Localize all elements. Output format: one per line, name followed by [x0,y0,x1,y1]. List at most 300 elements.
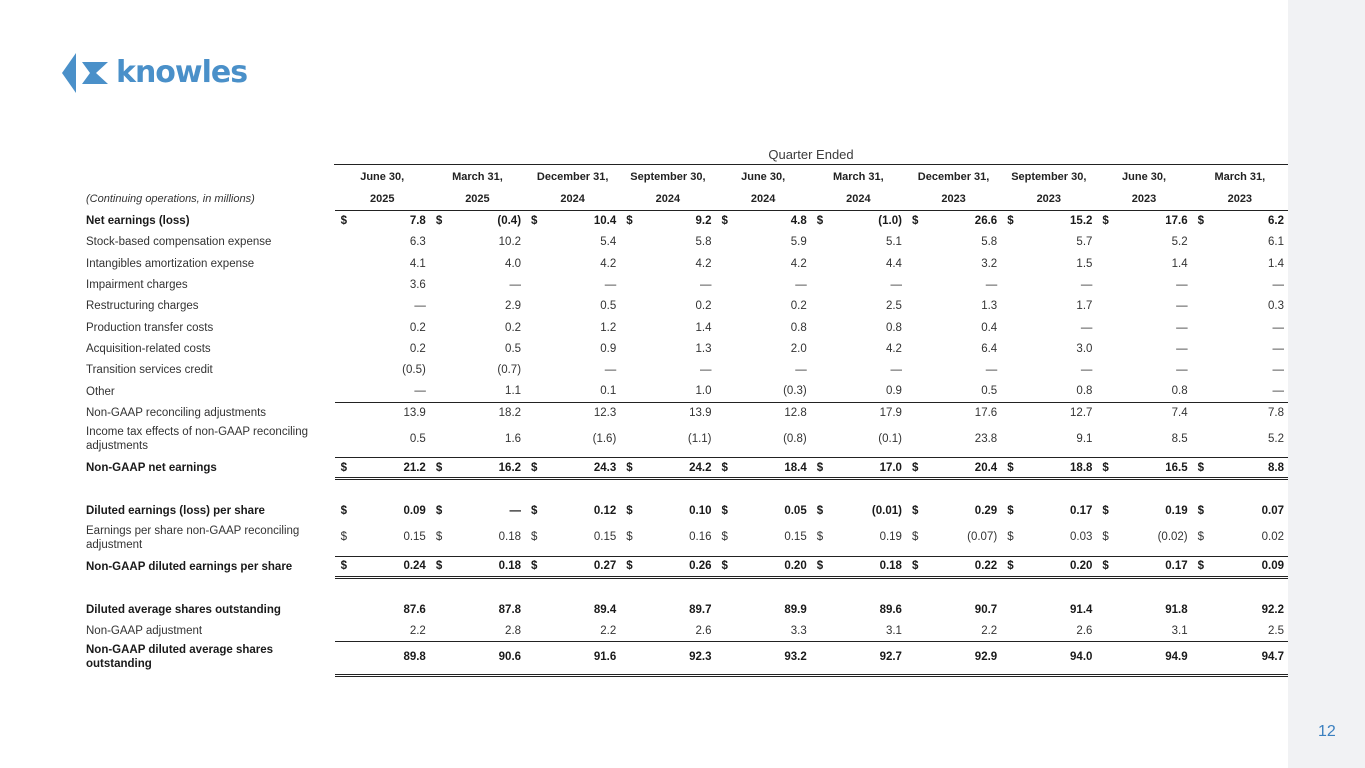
currency-symbol [620,621,640,642]
cell-value: 89.8 [355,642,430,676]
currency-symbol [1192,296,1212,317]
column-header-month: September 30, [1011,171,1087,183]
cell-value: 0.18 [831,556,906,577]
cell-value: 12.3 [545,402,620,423]
currency-symbol [716,599,736,620]
currency-symbol [430,621,450,642]
column-header-month: December 31, [536,171,609,183]
cell-value: 93.2 [736,642,811,676]
currency-symbol: $ [435,505,443,518]
currency-symbol [716,296,736,317]
cell-value: 0.2 [409,342,426,355]
currency-symbol [1192,402,1212,423]
row-label: Impairment charges [86,279,188,292]
table-row [82,296,1288,317]
currency-symbol [525,253,545,274]
currency-symbol: $ [620,556,640,577]
currency-symbol [620,296,640,317]
cell-value: 90.6 [450,642,525,676]
cell-value: (0.07) [967,531,998,544]
currency-symbol: $ [716,457,736,478]
cell-value: 0.17 [1070,505,1093,518]
currency-symbol [1001,402,1021,423]
cell-value: 0.2 [695,300,712,313]
cell-value: 6.1 [1268,236,1284,249]
currency-symbol: $ [626,215,633,228]
currency-symbol: $ [626,505,633,518]
cell-value: 4.2 [790,257,807,270]
cell-value: — [890,364,902,377]
currency-symbol [335,402,355,423]
column-header-year: 2023 [1096,188,1191,211]
currency-symbol [906,621,926,642]
currency-symbol [335,338,355,359]
cell-value: 0.16 [689,531,712,544]
currency-symbol [1192,621,1212,642]
table-row [82,381,1288,402]
cell-value: 1.2 [600,321,617,334]
currency-symbol [335,317,355,338]
currency-symbol: $ [626,531,633,544]
cell-value: — [700,364,712,377]
currency-symbol: $ [721,215,728,228]
cell-value: 0.9 [885,385,902,398]
cell-value: 2.8 [505,625,522,638]
currency-symbol [811,360,831,381]
cell-value: — [1272,342,1284,355]
currency-symbol: $ [1102,505,1109,518]
currency-symbol [716,360,736,381]
table-row [82,556,1288,577]
currency-symbol [1001,621,1021,642]
currency-symbol: $ [1007,505,1014,518]
currency-symbol [906,274,926,295]
column-month-header-row [82,166,1288,188]
table-row [82,599,1288,620]
cell-value: — [1176,300,1188,313]
cell-value: 3.3 [790,625,807,638]
table-row [82,232,1288,253]
cell-value: (0.4) [497,215,522,228]
cell-value: 0.8 [1076,385,1093,398]
cell-value: 92.2 [1261,604,1284,616]
currency-symbol [906,360,926,381]
cell-value: 89.7 [689,604,712,616]
cell-value: 0.2 [409,321,426,334]
currency-symbol: $ [1007,531,1014,544]
currency-symbol [906,402,926,423]
currency-symbol [1096,253,1116,274]
currency-symbol [620,360,640,381]
cell-value: 2.0 [790,342,807,355]
table-row [82,338,1288,359]
spacer-row [82,479,1288,501]
cell-value: 4.2 [695,257,712,270]
currency-symbol [430,338,450,359]
cell-value: 92.9 [926,642,1001,676]
cell-value: 9.1 [1076,432,1093,445]
currency-symbol [716,381,736,402]
cell-value: 13.9 [640,402,715,423]
currency-symbol [1192,423,1212,457]
cell-value: — [1176,321,1188,334]
currency-symbol [716,253,736,274]
cell-value: 6.4 [981,342,998,355]
row-label: Other [86,385,115,398]
cell-value: 13.9 [355,402,430,423]
currency-symbol [430,232,450,253]
currency-symbol [620,274,640,295]
cell-value: 21.2 [355,457,430,478]
currency-symbol: $ [1096,556,1116,577]
currency-symbol [335,642,355,676]
cell-value: 4.8 [790,215,807,228]
currency-symbol [1096,317,1116,338]
cell-value: 0.5 [600,300,617,313]
currency-symbol [1096,599,1116,620]
cell-value: 2.6 [1076,625,1093,638]
cell-value: 16.2 [450,457,525,478]
cell-value: 0.5 [409,432,426,445]
currency-symbol [906,642,926,676]
currency-symbol [525,621,545,642]
cell-value: 0.10 [689,505,712,518]
cell-value: (0.02) [1157,531,1188,544]
row-label: Non-GAAP diluted average shares outstanding [86,644,274,671]
quarter-ended-rule [334,164,1288,165]
cell-value: 7.8 [409,215,426,228]
currency-symbol [525,402,545,423]
currency-symbol [906,296,926,317]
cell-value: 0.20 [1021,556,1096,577]
cell-value: 2.2 [600,625,617,638]
table-row [82,211,1288,232]
cell-value: (0.8) [783,432,807,445]
cell-value: (1.6) [592,432,617,445]
cell-value: 12.7 [1021,402,1096,423]
cell-value: 89.4 [593,604,617,616]
cell-value: 0.1 [600,385,617,398]
currency-symbol [1096,338,1116,359]
non-gaap-reconciliation-table [82,166,1288,677]
currency-symbol [430,296,450,317]
currency-symbol [811,253,831,274]
cell-value: 20.4 [926,457,1001,478]
currency-symbol: $ [430,556,450,577]
currency-symbol [335,232,355,253]
cell-value: 92.7 [831,642,906,676]
currency-symbol [525,274,545,295]
cell-value: 0.18 [498,531,522,544]
cell-value: — [795,364,807,377]
knowles-logo [62,52,247,94]
cell-value: 9.2 [695,215,712,228]
currency-symbol [906,381,926,402]
cell-value: — [414,300,426,313]
cell-value: 1.5 [1076,257,1093,270]
cell-value: 0.5 [505,342,522,355]
right-margin-strip [1288,0,1365,768]
currency-symbol [620,423,640,457]
cell-value: — [1176,342,1188,355]
cell-value: 24.3 [545,457,620,478]
currency-symbol [430,274,450,295]
currency-symbol [716,338,736,359]
cell-value: 5.8 [981,236,998,249]
cell-value: 0.15 [403,531,426,544]
cell-value: — [985,364,998,377]
cell-value: — [1272,385,1284,398]
cell-value: 0.02 [1261,531,1284,544]
cell-value: 3.6 [409,279,426,292]
currency-symbol [906,423,926,457]
column-header-month: March 31, [452,171,503,183]
cell-value: 1.0 [695,385,712,398]
cell-value: — [1176,279,1188,292]
currency-symbol [906,338,926,359]
column-header-year: 2024 [620,188,715,211]
currency-symbol [811,232,831,253]
column-header-year: 2024 [811,188,906,211]
currency-symbol [811,621,831,642]
column-header-month: June 30, [1122,171,1167,183]
currency-symbol [335,253,355,274]
cell-value: — [890,279,902,292]
currency-symbol [430,253,450,274]
currency-symbol [1001,423,1021,457]
cell-value: — [700,279,712,292]
cell-value: — [604,364,617,377]
currency-symbol [811,381,831,402]
cell-value: 26.6 [974,215,998,228]
currency-symbol [335,381,355,402]
currency-symbol: $ [1102,215,1109,228]
currency-symbol [716,621,736,642]
cell-value: 8.5 [1171,432,1188,445]
currency-symbol [335,274,355,295]
cell-value: 0.9 [600,342,617,355]
currency-symbol [1001,232,1021,253]
currency-symbol [1096,402,1116,423]
currency-symbol [525,338,545,359]
cell-value: 0.5 [981,385,998,398]
cell-value: 10.2 [498,236,522,249]
cell-value: 91.4 [1070,604,1093,616]
currency-symbol [1192,642,1212,676]
currency-symbol: $ [816,531,824,544]
cell-value: 91.6 [545,642,620,676]
currency-symbol [430,317,450,338]
column-header-year: 2023 [1001,188,1096,211]
currency-symbol: $ [1197,505,1205,518]
cell-value: 0.05 [784,505,807,518]
cell-value: 4.1 [409,257,426,270]
currency-symbol [1001,642,1021,676]
cell-value: 2.2 [409,625,426,638]
cell-value: — [509,279,522,292]
currency-symbol [811,317,831,338]
cell-value: — [1080,364,1093,377]
cell-value: — [1176,364,1188,377]
cell-value: 5.7 [1076,236,1093,249]
currency-symbol: $ [716,556,736,577]
currency-symbol [1001,360,1021,381]
currency-symbol [335,621,355,642]
currency-symbol [620,232,640,253]
row-label: Earnings per share non-GAAP reconciling adjustment [86,524,300,551]
cell-value: — [795,279,807,292]
row-label: Non-GAAP diluted earnings per share [86,560,293,573]
cell-value: 0.4 [981,321,998,334]
table-row [82,360,1288,381]
cell-value: 4.2 [600,257,617,270]
currency-symbol [1001,274,1021,295]
currency-symbol [716,274,736,295]
row-label: Net earnings (loss) [86,215,190,228]
currency-symbol [906,232,926,253]
currency-symbol: $ [911,505,919,518]
row-label: Intangibles amortization expense [86,257,255,270]
cell-value: 1.4 [695,321,712,334]
cell-value: 90.7 [974,604,998,616]
row-label: Transition services credit [86,364,213,377]
cell-value: — [604,279,617,292]
currency-symbol [1001,253,1021,274]
currency-symbol [525,423,545,457]
currency-symbol [1192,360,1212,381]
currency-symbol [811,402,831,423]
cell-value: — [1272,279,1284,292]
currency-symbol [620,402,640,423]
currency-symbol: $ [340,531,348,544]
cell-value: 17.9 [831,402,906,423]
currency-symbol: $ [906,556,926,577]
currency-symbol [1192,338,1212,359]
currency-symbol: $ [816,215,824,228]
cell-value: 0.15 [593,531,617,544]
currency-symbol [430,402,450,423]
column-header-month: June 30, [741,171,786,183]
currency-symbol [716,317,736,338]
currency-symbol [525,642,545,676]
cell-value: 10.4 [593,215,617,228]
table-row [82,522,1288,556]
cell-value: 0.22 [926,556,1001,577]
cell-value: 0.24 [355,556,430,577]
cell-value: — [509,505,522,518]
cell-value: 17.6 [1165,215,1188,228]
cell-value: 5.2 [1268,432,1284,445]
currency-symbol: $ [1007,215,1014,228]
cell-value: 0.2 [505,321,522,334]
cell-value: 23.8 [974,432,998,445]
column-header-year: 2023 [906,188,1001,211]
row-label: Restructuring charges [86,300,199,313]
cell-value: — [414,385,426,398]
currency-symbol [811,338,831,359]
currency-symbol [1001,317,1021,338]
currency-symbol [1001,599,1021,620]
table-row [82,402,1288,423]
cell-value: 92.3 [640,642,715,676]
currency-symbol [430,599,450,620]
cell-value: 7.8 [1212,402,1288,423]
cell-value: 1.7 [1076,300,1093,313]
currency-symbol: $ [335,457,355,478]
cell-value: 0.3 [1268,300,1284,313]
cell-value: 18.8 [1021,457,1096,478]
currency-symbol: $ [1197,531,1205,544]
cell-value: — [1272,321,1284,334]
currency-symbol: $ [1096,457,1116,478]
currency-symbol: $ [1001,556,1021,577]
currency-symbol: $ [911,531,919,544]
currency-symbol [906,599,926,620]
cell-value: 4.4 [885,257,902,270]
table-row [82,317,1288,338]
cell-value: 1.6 [505,432,522,445]
currency-symbol [335,360,355,381]
column-year-header-row [82,188,1288,211]
cell-value: 6.3 [409,236,426,249]
currency-symbol: $ [1192,457,1212,478]
currency-symbol: $ [721,505,728,518]
cell-value: 1.4 [1268,257,1284,270]
currency-symbol: $ [811,457,831,478]
cell-value: 2.5 [1268,625,1284,638]
currency-symbol: $ [531,215,538,228]
currency-symbol [620,642,640,676]
currency-symbol [1096,381,1116,402]
cell-value: 94.7 [1212,642,1288,676]
cell-value: 0.03 [1070,531,1093,544]
cell-value: 0.8 [885,321,902,334]
cell-value: 0.09 [1212,556,1288,577]
cell-value: 3.1 [1171,625,1188,638]
currency-symbol [620,253,640,274]
currency-symbol [1001,381,1021,402]
currency-symbol: $ [525,556,545,577]
currency-symbol [525,232,545,253]
currency-symbol: $ [430,457,450,478]
cell-value: 89.9 [784,604,807,616]
cell-value: — [1080,321,1093,334]
currency-symbol [1001,296,1021,317]
cell-value: — [1080,279,1093,292]
currency-symbol [620,338,640,359]
cell-value: 18.4 [736,457,811,478]
currency-symbol: $ [435,531,443,544]
row-label: Non-GAAP reconciling adjustments [86,406,267,419]
cell-value: 89.6 [879,604,902,616]
column-header-month: September 30, [630,171,706,183]
cell-value: (0.01) [871,505,902,518]
cell-value: 87.8 [498,604,522,616]
cell-value: 4.2 [885,342,902,355]
cell-value: 5.2 [1171,236,1188,249]
row-label: Non-GAAP adjustment [86,625,203,638]
column-header-year: 2025 [335,188,430,211]
currency-symbol [430,423,450,457]
currency-symbol [811,274,831,295]
cell-value: 0.12 [593,505,617,518]
column-header-month: December 31, [917,171,990,183]
currency-symbol: $ [906,457,926,478]
currency-symbol [1096,232,1116,253]
currency-symbol: $ [435,215,443,228]
currency-symbol [525,360,545,381]
cell-value: 12.8 [736,402,811,423]
